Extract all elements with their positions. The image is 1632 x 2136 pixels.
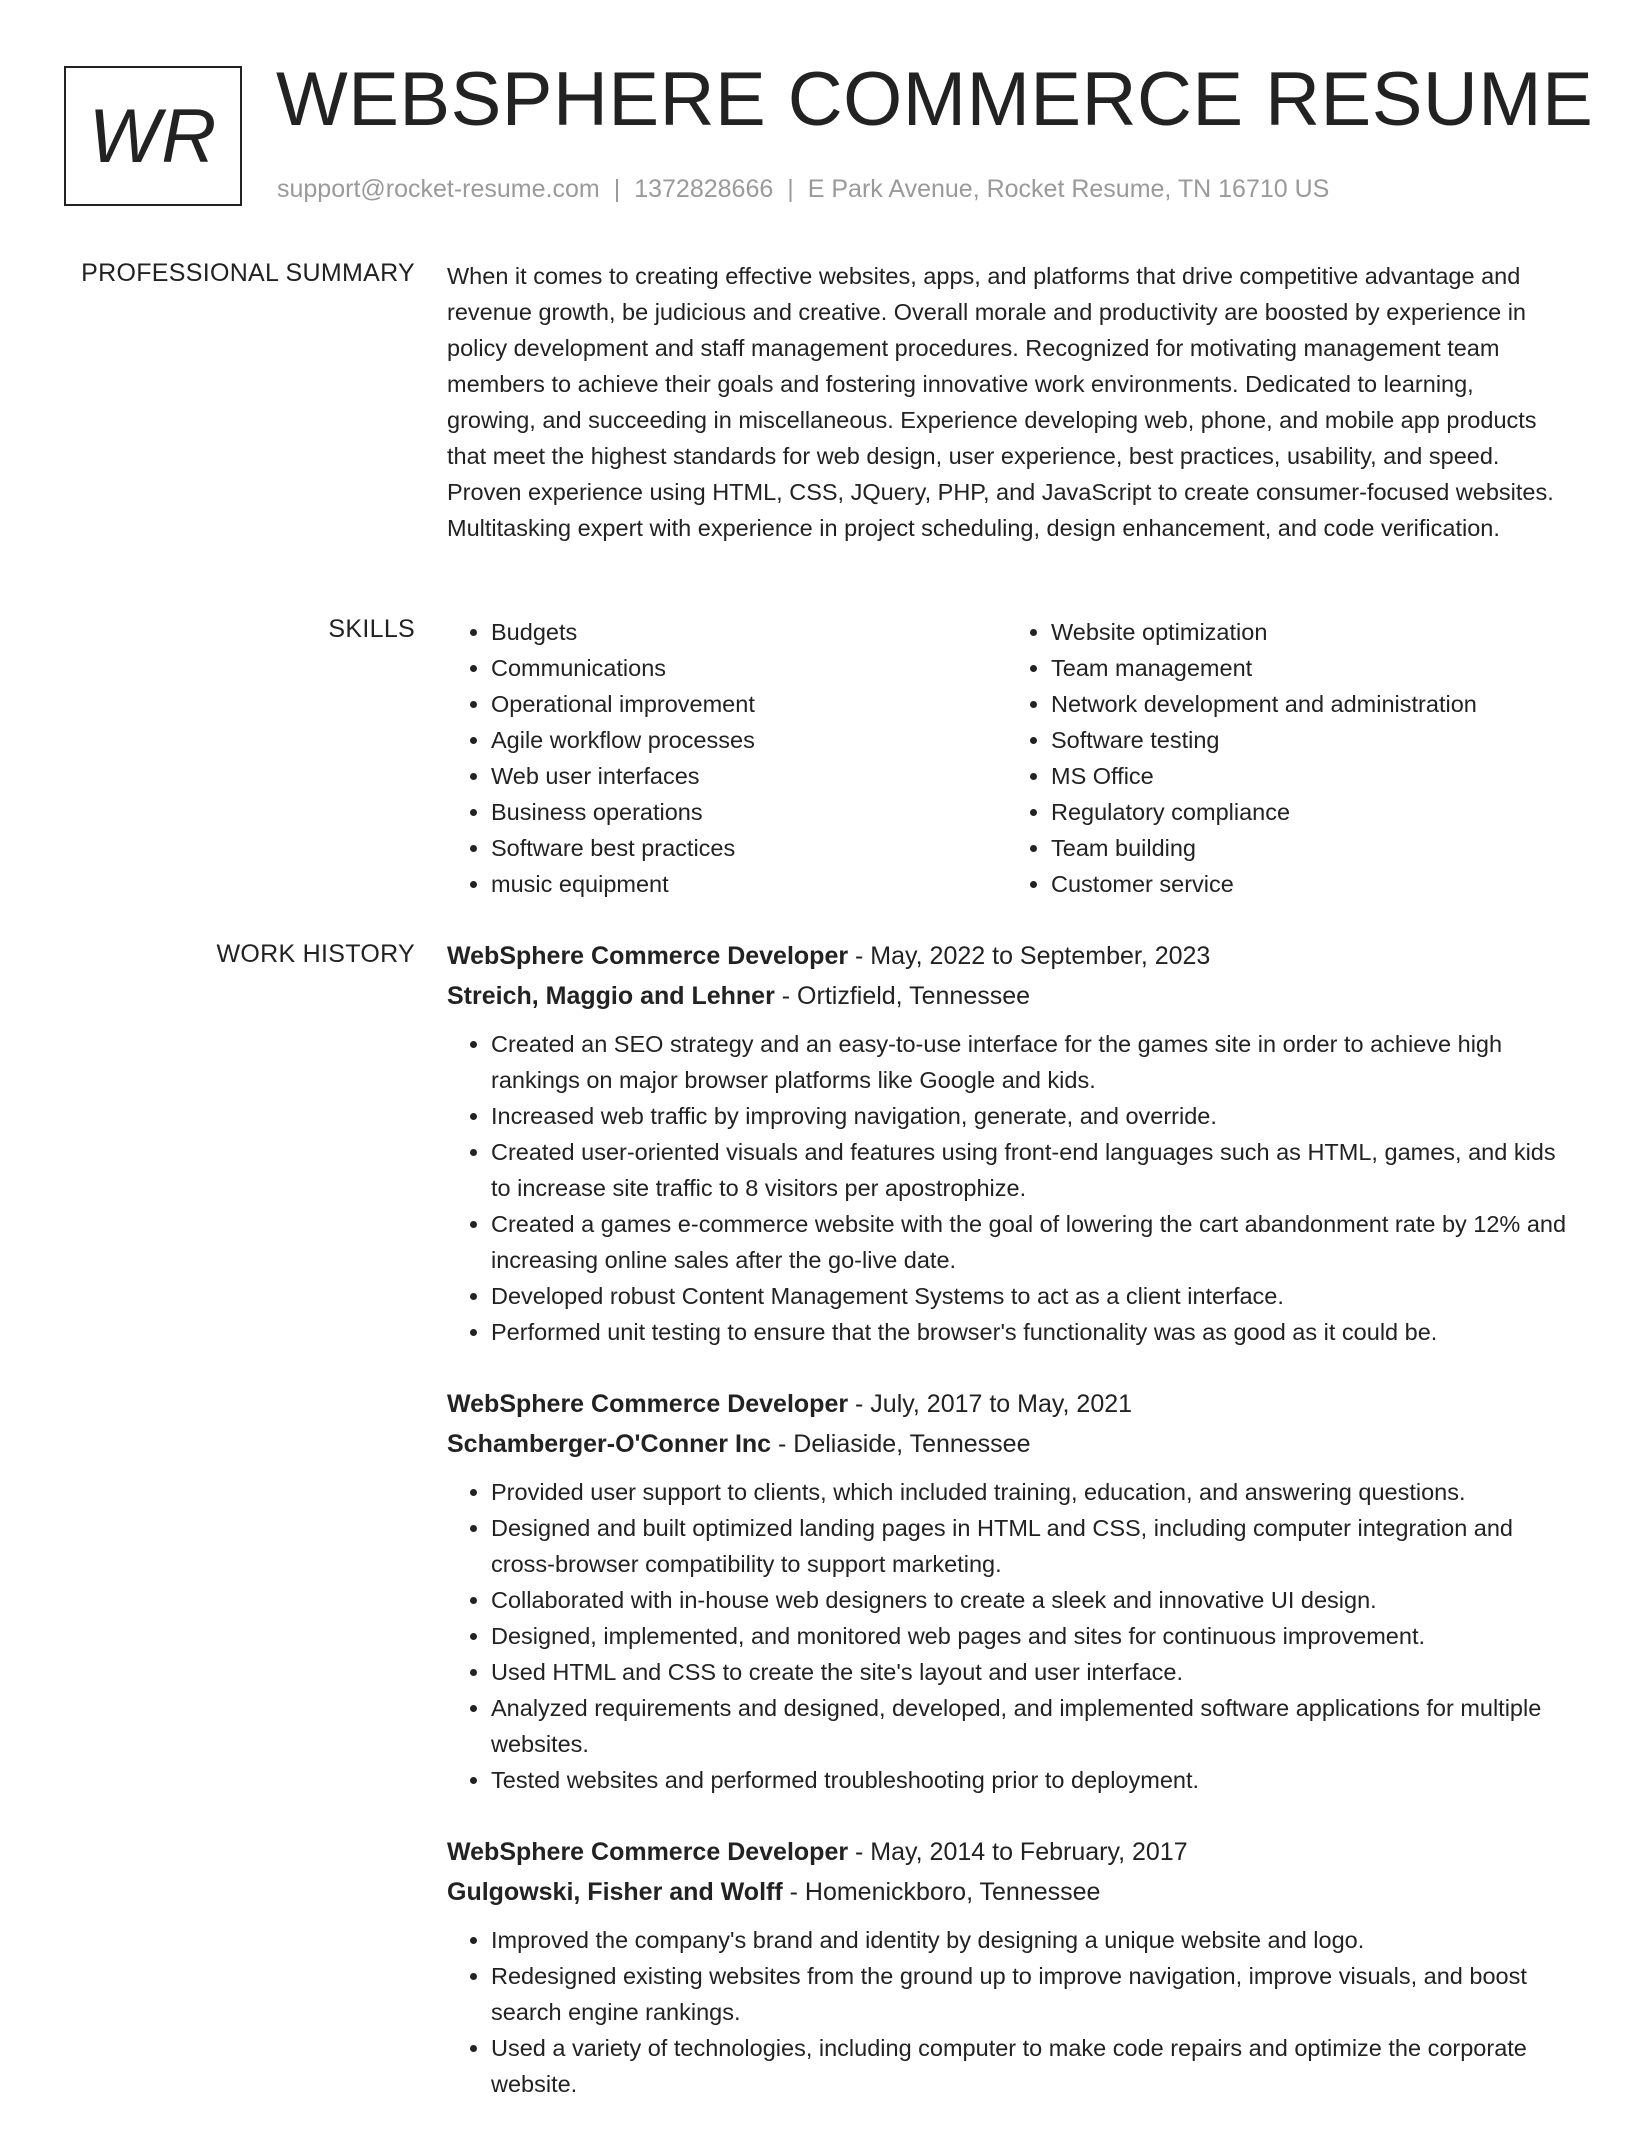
- skill-item: • Software testing: [1051, 722, 1567, 758]
- job-bullet: • Improved the company's brand and identity by designing a unique website and logo.: [491, 1922, 1567, 1958]
- job-bullet: • Created an SEO strategy and an easy-to-use interface for the games site in order to achieve high rankings on major browser platforms like Google and kids.: [491, 1026, 1567, 1098]
- skill-item: • Team building: [1051, 830, 1567, 866]
- job-bullet: • Created user-oriented visuals and features using front-end languages such as HTML, games, and kids to increase site traffic to 8 visitors per apostrophize.: [491, 1134, 1567, 1206]
- job-bullets: [447, 1026, 1567, 1350]
- job-entry: [447, 936, 1567, 1350]
- skill-item: • Customer service: [1051, 866, 1567, 902]
- summary-text: When it comes to creating effective websites, apps, and platforms that drive competitive advantage and revenue growth, be judicious and creative. Overall morale and productivity are boosted by experience in policy development and staff management procedures. Recognized for motivating management team members to achieve their goals and fostering innovative work environments. Dedicated to learning, growing, and succeeding in miscellaneous. Experience developing web, phone, and mobile app products that meet the highest standards for web design, user experience, best practices, usability, and speed. Proven experience using HTML, CSS, JQuery, PHP, and JavaScript to create consumer-focused websites. Multitasking expert with experience in project scheduling, design enhancement, and code verification.: [447, 263, 1554, 541]
- skill-item: • Operational improvement: [491, 686, 1007, 722]
- skill-item: • Website optimization: [1051, 614, 1567, 650]
- skills-list-right: [1007, 614, 1567, 902]
- job-bullet: • Developed robust Content Management Systems to act as a client interface.: [491, 1278, 1567, 1314]
- job-dates: - July, 2017 to May, 2021: [848, 1390, 1133, 1418]
- job-entry: [447, 1832, 1567, 2102]
- job-dates: - May, 2014 to February, 2017: [848, 1838, 1188, 1866]
- skill-item: • MS Office: [1051, 758, 1567, 794]
- initials-monogram: WR: [64, 66, 242, 206]
- skills-list-left: [447, 614, 1007, 902]
- job-bullet: • Provided user support to clients, which included training, education, and answering questions.: [491, 1474, 1567, 1510]
- skill-item: • Web user interfaces: [491, 758, 1007, 794]
- job-bullet: • Redesigned existing websites from the ground up to improve navigation, improve visuals, and boost search engine rankings.: [491, 1958, 1567, 2030]
- job-bullet: • Created a games e-commerce website with the goal of lowering the cart abandonment rate by 12% and increasing online sales after the go-live date.: [491, 1206, 1567, 1278]
- contact-separator: |: [613, 175, 621, 203]
- job-location: - Homenickboro, Tennessee: [782, 1878, 1101, 1906]
- job-title: WebSphere Commerce Developer: [447, 1838, 849, 1866]
- job-company: Schamberger-O'Conner Inc: [447, 1430, 772, 1458]
- skill-item: • Agile workflow processes: [491, 722, 1007, 758]
- resume-title: WEBSPHERE COMMERCE RESUME: [276, 57, 1594, 142]
- job-title-line: [447, 1832, 1567, 1872]
- job-dates: - May, 2022 to September, 2023: [848, 942, 1211, 970]
- job-title: WebSphere Commerce Developer: [447, 1390, 849, 1418]
- contact-email: support@rocket-resume.com: [277, 175, 600, 203]
- job-bullets: [447, 1474, 1567, 1798]
- job-bullet: • Used HTML and CSS to create the site's layout and user interface.: [491, 1654, 1567, 1690]
- job-title-line: [447, 1384, 1567, 1424]
- skill-item: • Business operations: [491, 794, 1007, 830]
- job-company-line: [447, 976, 1567, 1016]
- job-bullet: • Tested websites and performed troubleshooting prior to deployment.: [491, 1762, 1567, 1798]
- section-label-skills: SKILLS: [328, 615, 415, 643]
- summary-section: [447, 258, 1567, 546]
- job-bullets: [447, 1922, 1567, 2102]
- skill-item: • Network development and administration: [1051, 686, 1567, 722]
- job-bullet: • Analyzed requirements and designed, developed, and implemented software applications for multiple websites.: [491, 1690, 1567, 1762]
- job-company-line: [447, 1424, 1567, 1464]
- contact-address: E Park Avenue, Rocket Resume, TN 16710 US: [807, 175, 1330, 203]
- job-company-line: [447, 1872, 1567, 1912]
- job-location: - Ortizfield, Tennessee: [774, 982, 1031, 1010]
- job-title-line: [447, 936, 1567, 976]
- job-bullet: • Used a variety of technologies, including computer to make code repairs and optimize the corporate website.: [491, 2030, 1567, 2102]
- work-history-section: [447, 936, 1567, 2136]
- job-bullet: • Collaborated with in-house web designers to create a sleek and innovative UI design.: [491, 1582, 1567, 1618]
- skill-item: • Budgets: [491, 614, 1007, 650]
- job-bullet: • Increased web traffic by improving navigation, generate, and override.: [491, 1098, 1567, 1134]
- skill-item: • Team management: [1051, 650, 1567, 686]
- contact-phone: 1372828666: [634, 175, 774, 203]
- section-label-summary: PROFESSIONAL SUMMARY: [81, 259, 415, 287]
- skill-item: • music equipment: [491, 866, 1007, 902]
- job-title: WebSphere Commerce Developer: [447, 942, 849, 970]
- section-label-work-history: WORK HISTORY: [216, 940, 415, 968]
- skill-item: • Communications: [491, 650, 1007, 686]
- job-company: Streich, Maggio and Lehner: [447, 982, 775, 1010]
- job-entry: [447, 1384, 1567, 1798]
- contact-separator: |: [787, 175, 794, 203]
- skills-section: [447, 614, 1567, 902]
- job-bullet: • Performed unit testing to ensure that the browser's functionality was as good as it could be.: [491, 1314, 1567, 1350]
- job-company: Gulgowski, Fisher and Wolff: [447, 1878, 783, 1906]
- skill-item: • Regulatory compliance: [1051, 794, 1567, 830]
- skill-item: • Software best practices: [491, 830, 1007, 866]
- job-bullet: • Designed, implemented, and monitored web pages and sites for continuous improvement.: [491, 1618, 1567, 1654]
- job-location: - Deliaside, Tennessee: [771, 1430, 1031, 1458]
- contact-line: [277, 175, 1329, 204]
- job-bullet: • Designed and built optimized landing pages in HTML and CSS, including computer integration and cross-browser compatibility to support marketing.: [491, 1510, 1567, 1582]
